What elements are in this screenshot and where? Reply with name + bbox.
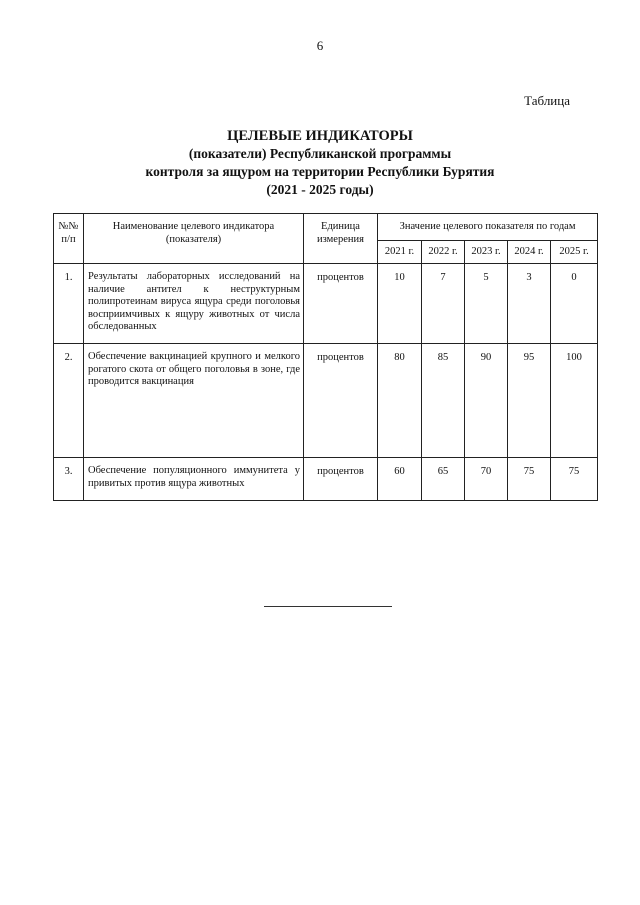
header-year-2024: 2024 г. [508,241,551,264]
header-year-2021: 2021 г. [378,241,422,264]
footer-divider [264,606,392,607]
indicator-unit: процентов [304,458,378,501]
value-2025: 100 [551,344,598,458]
value-2021: 80 [378,344,422,458]
table-header-row [54,214,598,241]
header-unit: Единица измерения [304,214,378,264]
row-number: 2. [54,344,84,458]
table-row [54,344,598,458]
header-year-2025: 2025 г. [551,241,598,264]
row-number: 3. [54,458,84,501]
header-values-by-year: Значение целевого показателя по годам [378,214,598,241]
value-2022: 7 [422,264,465,344]
header-indicator-name: Наименование целевого индикатора (показателя) [84,214,304,264]
value-2025: 0 [551,264,598,344]
header-year-2023: 2023 г. [465,241,508,264]
value-2023: 70 [465,458,508,501]
table-caption: Таблица [524,93,570,108]
page-number: 6 [316,38,324,53]
value-2023: 90 [465,344,508,458]
value-2024: 3 [508,264,551,344]
indicator-name: Обеспечение популяционного иммунитета у привитых против ящура животных [84,458,304,501]
indicator-unit: процентов [304,264,378,344]
title-line-2: (показатели) Республиканской программы [188,146,452,161]
header-year-2022: 2022 г. [422,241,465,264]
indicators-table [53,213,598,501]
value-2025: 75 [551,458,598,501]
table-row [54,458,598,501]
title-line-4: (2021 - 2025 годы) [266,182,374,197]
value-2024: 95 [508,344,551,458]
indicator-name: Обеспечение вакцинацией крупного и мелкого рогатого скота от общего поголовья в зоне, где проводится вакцинация [84,344,304,458]
value-2022: 85 [422,344,465,458]
indicator-unit: процентов [304,344,378,458]
value-2024: 75 [508,458,551,501]
indicator-name: Результаты лабораторных исследований на наличие антител к неструктурным полипротеинам вируса ящура среди поголовья восприимчивых к ящуру животных от числа обследованных [84,264,304,344]
row-number: 1. [54,264,84,344]
value-2023: 5 [465,264,508,344]
header-number: №№ п/п [54,214,84,264]
value-2022: 65 [422,458,465,501]
document-title [0,127,640,199]
value-2021: 10 [378,264,422,344]
value-2021: 60 [378,458,422,501]
title-line-1: ЦЕЛЕВЫЕ ИНДИКАТОРЫ [227,128,413,144]
title-line-3: контроля за ящуром на территории Республики Бурятия [145,164,495,179]
table-row [54,264,598,344]
